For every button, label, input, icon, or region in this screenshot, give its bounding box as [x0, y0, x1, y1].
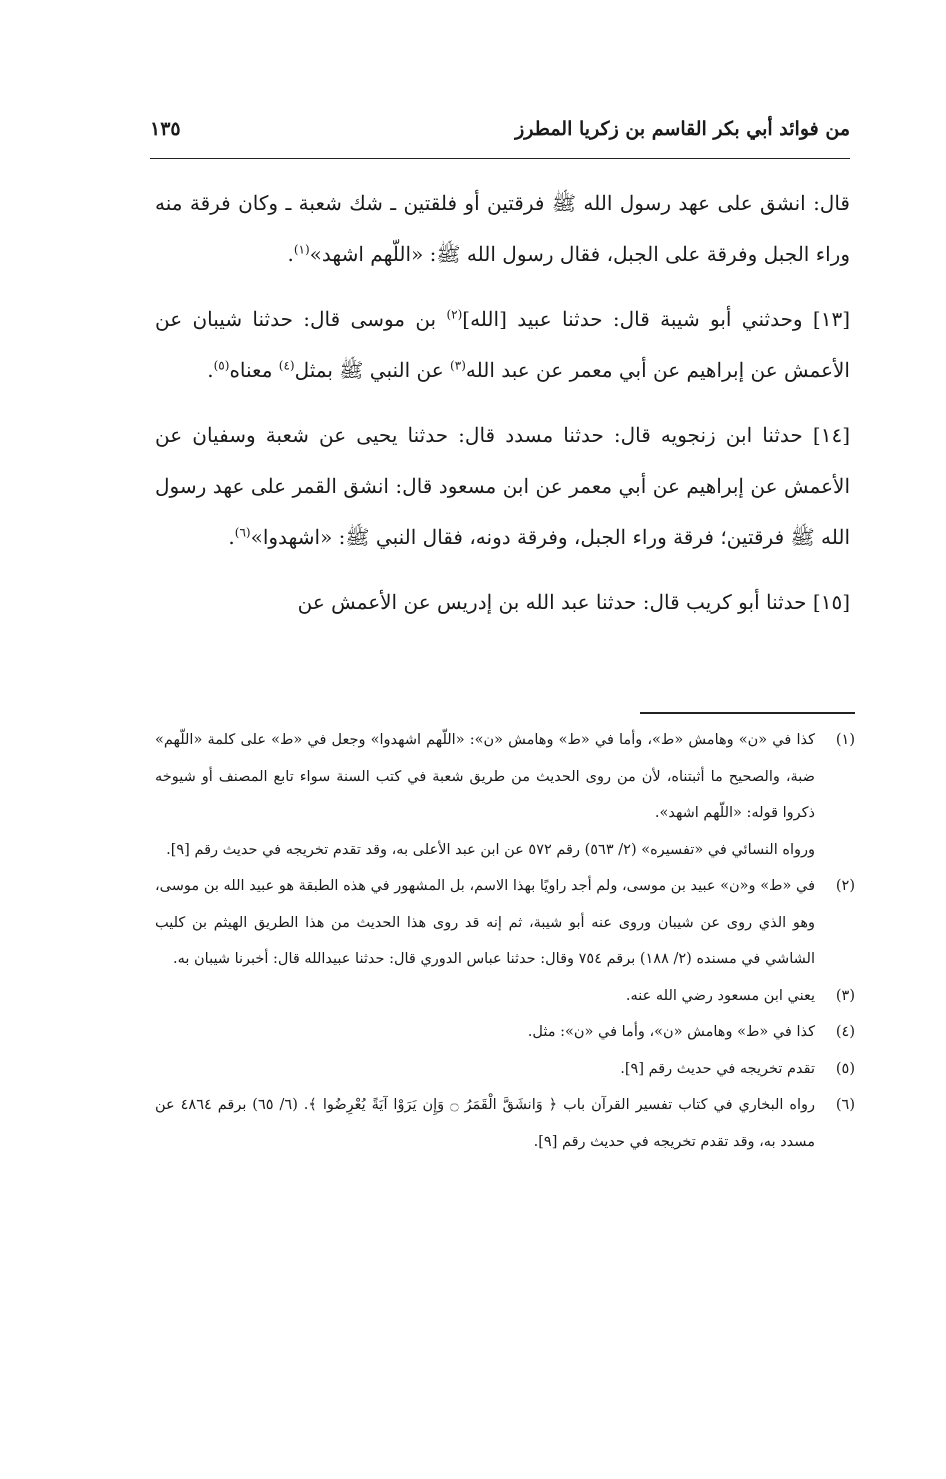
footnote-ref: (٣)	[450, 358, 466, 373]
footnote-number: (١)	[835, 732, 855, 748]
footnote-2	[155, 868, 855, 978]
footnote-text: يعني ابن مسعود رضي الله عنه.	[625, 987, 815, 1004]
footnote-1	[155, 722, 855, 868]
paragraph-text: قال: انشق على عهد رسول الله ﷺ فرقتين أو فلقتين ـ شك شعبة ـ وكان فرقة منه وراء الجبل وفرقة على الجبل، فقال رسول الله ﷺ: «اللّهم اشهد»	[155, 191, 850, 266]
footnote-ref: (٢)	[446, 307, 463, 322]
paragraph-12-cont: قال: انشق على عهد رسول الله ﷺ فرقتين أو فلقتين ـ شك شعبة ـ وكان فرقة منه وراء الجبل وفرقة على الجبل، فقال رسول الله ﷺ: «اللّهم اشهد»$^{(١)}$.	[155, 191, 850, 266]
footnote-number: (٣)	[835, 987, 855, 1004]
paragraph-text: بن موسى قال: حدثنا شيبان عن الأعمش عن إبراهيم عن أبي معمر عن عبد الله	[155, 307, 850, 382]
footnote-text: تقدم تخريجه في حديث رقم [٩].	[620, 1060, 815, 1077]
footnote-text: ورواه النسائي في «تفسيره» (٢/ ٥٦٣) رقم ٥٧٢ عن ابن عبد الأعلى به، وقد تقدم تخريجه في حديث رقم [٩].	[166, 841, 815, 858]
footnote-number: (٥)	[835, 1060, 855, 1077]
footnote-ref: (٥)	[213, 358, 230, 373]
footnote-6	[155, 1087, 855, 1160]
paragraph-text: عن النبي ﷺ بمثل	[294, 358, 451, 382]
footnote-ref: (٦)	[234, 525, 251, 540]
footnote-number: (٤)	[835, 1024, 855, 1040]
footnote-4	[155, 1014, 855, 1051]
footnote-5	[155, 1051, 855, 1088]
paragraph-text: معناه	[229, 358, 279, 382]
running-title: من فوائد أبي بكر القاسم بن زكريا المطرز	[515, 118, 850, 140]
footnote-text: كذا في «ن» وهامش «ط»، وأما في «ط» وهامش «ن»: «اللّهم اشهدوا» وجعل في «ط» على كلمة «اللّهم» ضبة، والصحيح ما أثبتناه، لأن من روى الحديث من طريق شعبة في كتب السنة سواء تابع المصنف أو شيوخه ذكروا قوله: «اللّهم اشهد».	[155, 732, 815, 821]
page-number: ١٣٥	[150, 118, 181, 140]
footnote-ref: (٤)	[278, 358, 295, 373]
paragraph-13: [١٣] وحدثني أبو شيبة قال: حدثنا عبيد [الله]$^{(٢)}$ بن موسى قال: حدثنا شيبان عن الأعمش عن إبراهيم عن أبي معمر عن عبد الله$^{(٣)}$ عن النبي ﷺ بمثل$^{(٤)}$ معناه$^{(٥)}$.	[155, 307, 851, 382]
footnote-text: كذا في «ط» وهامش «ن»، وأما في «ن»: مثل.	[527, 1024, 815, 1040]
footnote-separator	[0, 712, 946, 714]
footnotes	[155, 722, 855, 1160]
paragraph-14: [١٤] حدثنا ابن زنجويه قال: حدثنا مسدد قال: حدثنا يحيى عن شعبة وسفيان عن الأعمش عن إبراهيم عن أبي معمر عن ابن مسعود قال: انشق القمر على عهد رسول الله ﷺ فرقتين؛ فرقة وراء الجبل، وفرقة دونه، فقال النبي ﷺ: «اشهدوا»$^{(٦)}$.	[155, 423, 850, 549]
footnote-3	[155, 978, 855, 1015]
footnote-number: (٢)	[835, 878, 855, 894]
footnote-number: (٦)	[835, 1097, 855, 1113]
paragraph-text: [١٣] وحدثني أبو شيبة قال: حدثنا عبيد [الله]	[462, 307, 851, 331]
footnote-text: رواه البخاري في كتاب تفسير القرآن باب ﴿ وَانشَقَّ الْقَمَرُ ۝ وَإِن يَرَوْا آيَةً يُعْرِضُوا ﴾. (٦/ ٦٥) برقم ٤٨٦٤ عن مسدد به، وقد تقدم تخريجه في حديث رقم [٩].	[155, 1097, 815, 1150]
paragraph-text: [١٥] حدثنا أبو كريب قال: حدثنا عبد الله بن إدريس عن الأعمش عن	[297, 590, 850, 614]
footnote-ref: (١)	[293, 242, 310, 257]
footnote-text: في «ط» و«ن» عبيد بن موسى، ولم أجد راويًا بهذا الاسم، بل المشهور في هذه الطبقة هو عبيد الله بن موسى، وهو الذي روى عن شيبان وروى عنه أبو شيبة، ثم إنه قد روى هذا الحديث من هذا الطريق الهيثم بن كليب الشاشي في مسنده (٢/ ١٨٨) برقم ٧٥٤ وقال: حدثنا عباس الدوري قال: حدثنا عبيدالله قال: أخبرنا شيبان به.	[155, 878, 815, 967]
paragraph-15	[155, 577, 850, 628]
paragraph-text: [١٤] حدثنا ابن زنجويه قال: حدثنا مسدد قال: حدثنا يحيى عن شعبة وسفيان عن الأعمش عن إبراهيم عن أبي معمر عن ابن مسعود قال: انشق القمر على عهد رسول الله ﷺ فرقتين؛ فرقة وراء الجبل، وفرقة دونه، فقال النبي ﷺ: «اشهدوا»	[155, 423, 850, 549]
main-text	[155, 178, 850, 642]
running-header	[150, 118, 850, 159]
